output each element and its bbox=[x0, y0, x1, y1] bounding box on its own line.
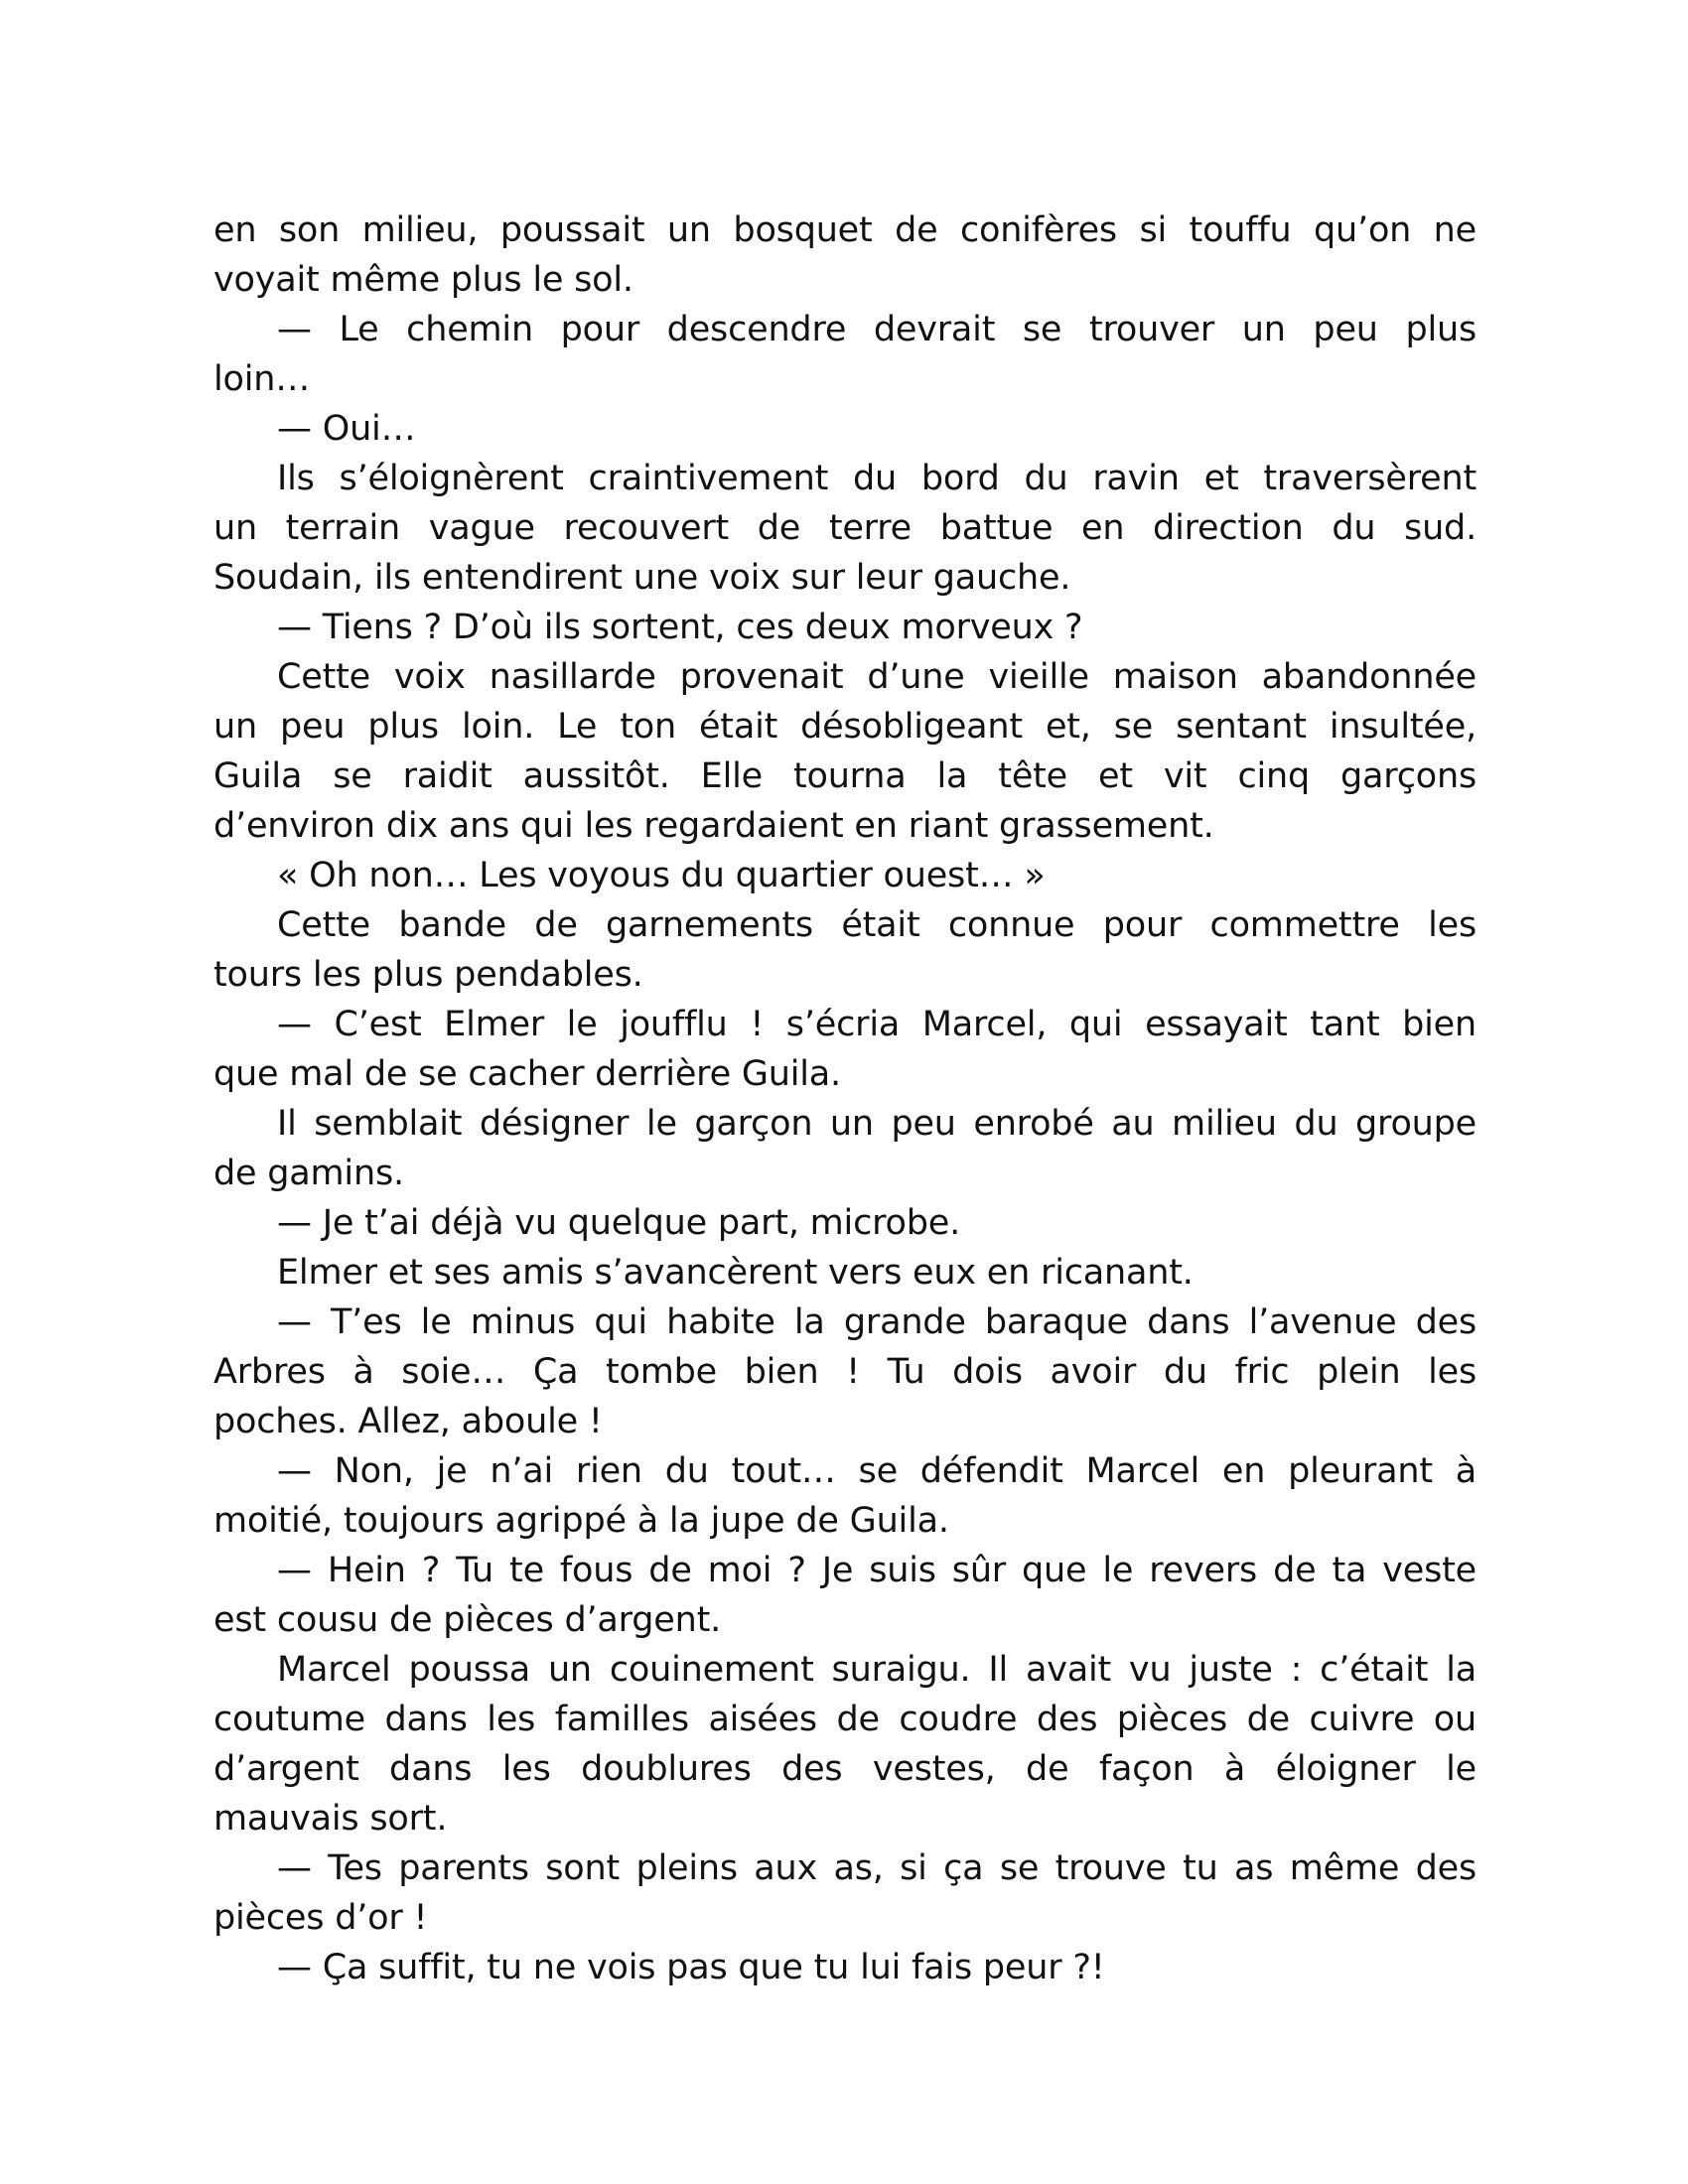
text-line: un terrain vague recouvert de terre battue en direction du sud. bbox=[213, 508, 1477, 548]
text-line: — Tiens ? D’où ils sortent, ces deux morveux ? bbox=[277, 608, 1083, 647]
text-line: — Le chemin pour descendre devrait se trouver un peu plus bbox=[277, 310, 1477, 349]
text-line: — Oui… bbox=[277, 409, 416, 449]
text-line: Marcel poussa un couinement suraigu. Il avait vu juste : c’était la bbox=[277, 1650, 1477, 1690]
text-line: d’environ dix ans qui les regardaient en riant grassement. bbox=[213, 806, 1214, 846]
text-line: moitié, toujours agrippé à la jupe de Guila. bbox=[213, 1501, 949, 1541]
text-line: que mal de se cacher derrière Guila. bbox=[213, 1054, 841, 1094]
text-line: — T’es le minus qui habite la grande baraque dans l’avenue des bbox=[277, 1302, 1477, 1342]
text-line: en son milieu, poussait un bosquet de conifères si touffu qu’on ne bbox=[213, 210, 1477, 250]
text-line: Il semblait désigner le garçon un peu enrobé au milieu du groupe bbox=[277, 1104, 1477, 1144]
text-line: Cette bande de garnements était connue pour commettre les bbox=[277, 905, 1477, 945]
text-line: poches. Allez, aboule ! bbox=[213, 1402, 603, 1441]
text-line: voyait même plus le sol. bbox=[213, 260, 633, 300]
text-line: coutume dans les familles aisées de coudre des pièces de cuivre ou bbox=[213, 1700, 1477, 1739]
text-line: Guila se raidit aussitôt. Elle tourna la tête et vit cinq garçons bbox=[213, 756, 1477, 796]
text-line: tours les plus pendables. bbox=[213, 955, 643, 995]
text-line: Elmer et ses amis s’avancèrent vers eux en ricanant. bbox=[277, 1253, 1194, 1293]
text-line: d’argent dans les doublures des vestes, de façon à éloigner le bbox=[213, 1749, 1477, 1789]
text-line: est cousu de pièces d’argent. bbox=[213, 1600, 722, 1640]
text-line: pièces d’or ! bbox=[213, 1898, 428, 1938]
text-line: Soudain, ils entendirent une voix sur leur gauche. bbox=[213, 558, 1071, 598]
text-line: Cette voix nasillarde provenait d’une vieille maison abandonnée bbox=[277, 657, 1477, 697]
text-line: — Je t’ai déjà vu quelque part, microbe. bbox=[277, 1203, 961, 1243]
text-line: Ils s’éloignèrent craintivement du bord du ravin et traversèrent bbox=[277, 459, 1477, 498]
text-line: — Hein ? Tu te fous de moi ? Je suis sûr que le revers de ta veste bbox=[277, 1551, 1477, 1590]
text-line: « Oh non… Les voyous du quartier ouest… » bbox=[277, 856, 1046, 895]
text-line: — Non, je n’ai rien du tout… se défendit Marcel en pleurant à bbox=[277, 1451, 1477, 1491]
text-line: un peu plus loin. Le ton était désobligeant et, se sentant insultée, bbox=[213, 707, 1477, 747]
text-line: — Tes parents sont pleins aux as, si ça se trouve tu as même des bbox=[277, 1848, 1477, 1888]
text-line: mauvais sort. bbox=[213, 1799, 448, 1839]
text-line: — Ça suffit, tu ne vois pas que tu lui fais peur ?! bbox=[277, 1948, 1105, 1987]
body-text bbox=[213, 205, 1477, 1992]
text-line: de gamins. bbox=[213, 1154, 404, 1193]
text-line: — C’est Elmer le joufflu ! s’écria Marcel, qui essayait tant bien bbox=[277, 1005, 1477, 1044]
text-line: loin… bbox=[213, 359, 311, 399]
text-line: Arbres à soie… Ça tombe bien ! Tu dois avoir du fric plein les bbox=[213, 1352, 1477, 1392]
